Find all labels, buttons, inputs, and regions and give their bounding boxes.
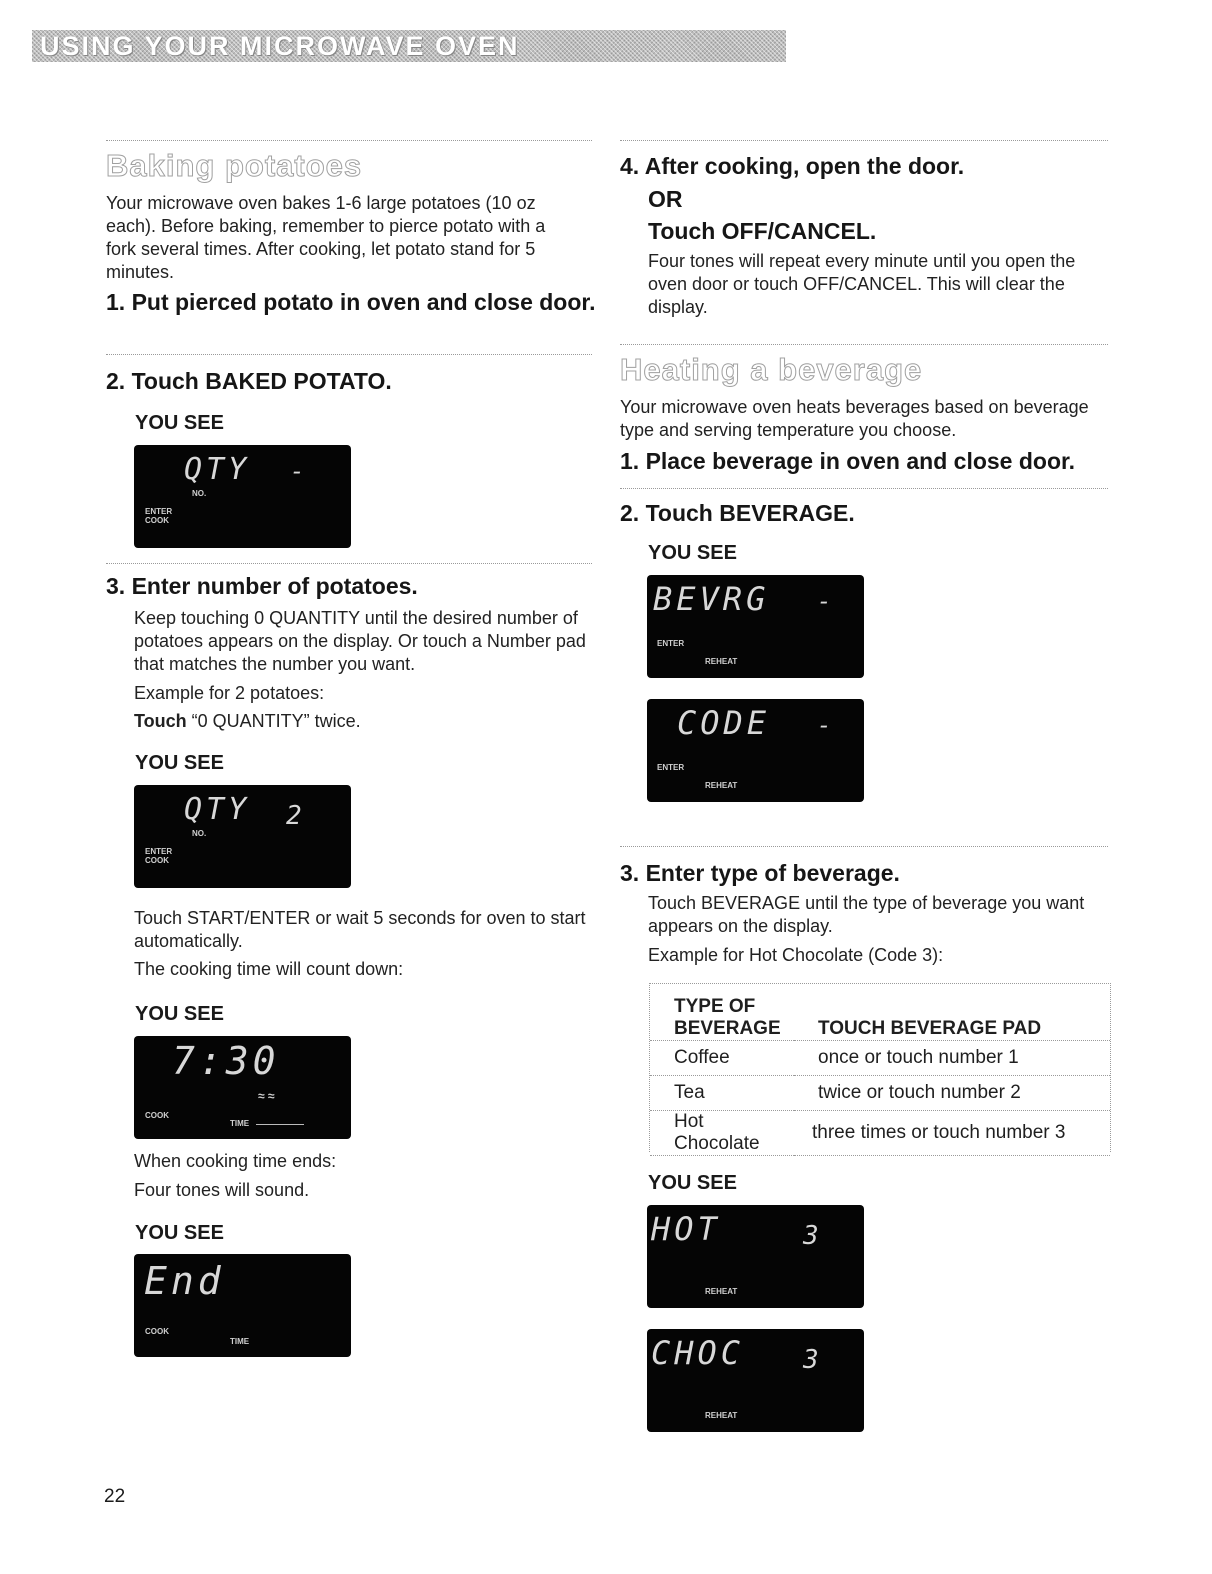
step-1-place-beverage: 1. Place beverage in oven and close door.	[620, 448, 1076, 474]
step-3-text: Keep touching 0 QUANTITY until the desired number of potatoes appears on the display. Or touch a Number pad that matches the number you want.	[134, 608, 586, 674]
divider	[106, 140, 592, 141]
example-potatoes: Example for 2 potatoes:	[134, 683, 325, 703]
time-underline	[256, 1124, 304, 1125]
beverage-table-frame	[649, 983, 1111, 1152]
cell-type: Hot Chocolate	[650, 1111, 794, 1156]
display-label-reheat: REHEAT	[705, 1411, 738, 1420]
you-see-label: YOU SEE	[135, 752, 224, 774]
divider	[620, 344, 1108, 345]
display-label-no: NO.	[192, 829, 207, 838]
cell-type: Tea	[650, 1076, 794, 1111]
you-see-label: YOU SEE	[135, 1003, 224, 1025]
cell-pad: once or touch number 1	[794, 1041, 1110, 1076]
display-text: CHOC	[651, 1334, 745, 1372]
display-label-cook: COOK	[145, 856, 169, 865]
display-label-no: NO.	[192, 489, 207, 498]
display-text: CODE	[677, 704, 771, 742]
step-2-touch-beverage: 2. Touch BEVERAGE.	[620, 500, 855, 526]
step-1-put-potato: 1. Put pierced potato in oven and close door.	[106, 289, 596, 315]
step-3-beverage-text: Touch BEVERAGE until the type of beverage you want appears on the display.	[648, 893, 1085, 936]
table-header-row	[650, 994, 1110, 1041]
display-label-cook: COOK	[145, 516, 169, 525]
step-3-enter-number: 3. Enter number of potatoes.	[106, 573, 418, 599]
display-dash: -	[290, 457, 309, 485]
section-title-beverage: Heating a beverage	[620, 352, 923, 387]
touch-rest: “0 QUANTITY” twice.	[191, 711, 361, 731]
you-see-label: YOU SEE	[648, 542, 737, 564]
divider	[620, 846, 1108, 847]
display-text: QTY	[184, 792, 251, 827]
col-header-pad: TOUCH BEVERAGE PAD	[818, 1018, 1042, 1039]
touch-quantity-instruction	[134, 710, 361, 733]
step-4-or: OR	[648, 186, 683, 212]
you-see-label: YOU SEE	[648, 1172, 737, 1194]
display-text: 7:30	[172, 1039, 280, 1083]
table-row	[650, 1111, 1110, 1156]
divider	[620, 140, 1108, 141]
step-3-enter-type: 3. Enter type of beverage.	[620, 860, 900, 886]
cell-type: Coffee	[650, 1041, 794, 1076]
display-choc	[647, 1329, 864, 1432]
you-see-label: YOU SEE	[135, 412, 224, 434]
col-header-type-line2: BEVERAGE	[674, 1018, 781, 1039]
display-text: BEVRG	[653, 580, 770, 618]
table-row	[650, 1041, 1110, 1076]
display-waves: ≈ ≈	[258, 1089, 275, 1103]
divider	[106, 354, 592, 355]
display-text: End	[144, 1259, 225, 1303]
display-label-time: TIME	[230, 1337, 250, 1346]
step-4-text: Four tones will repeat every minute until you open the oven door or touch OFF/CANCEL. This will clear the display.	[648, 251, 1076, 317]
header-title: USING YOUR MICROWAVE OVEN	[40, 31, 520, 61]
display-label-time: TIME	[230, 1119, 250, 1128]
beverage-intro: Your microwave oven heats beverages based on beverage type and serving temperature you choose.	[620, 397, 1089, 440]
display-label-reheat: REHEAT	[705, 657, 738, 666]
display-number: 2	[286, 801, 306, 831]
display-number: 3	[803, 1345, 823, 1375]
display-dash: -	[817, 587, 836, 615]
display-label-enter: ENTER	[657, 763, 685, 772]
col-header-type-line1: TYPE OF	[674, 996, 756, 1017]
divider	[620, 488, 1108, 489]
display-label-cook: COOK	[145, 1327, 169, 1336]
display-qty-2	[134, 785, 351, 888]
display-label-enter: ENTER	[145, 847, 173, 856]
step-4-open-door: 4. After cooking, open the door.	[620, 153, 965, 179]
countdown-text: The cooking time will count down:	[134, 959, 404, 979]
display-code	[647, 699, 864, 802]
display-hot	[647, 1205, 864, 1308]
display-time	[134, 1036, 351, 1139]
cell-pad: twice or touch number 2	[794, 1076, 1110, 1111]
ends-text: When cooking time ends:	[134, 1151, 337, 1171]
cell-pad: three times or touch number 3	[794, 1111, 1110, 1156]
display-label-reheat: REHEAT	[705, 781, 738, 790]
display-number: 3	[803, 1221, 823, 1251]
display-label-enter: ENTER	[145, 507, 173, 516]
display-qty-blank	[134, 445, 351, 548]
touch-bold: Touch	[134, 711, 187, 731]
display-label-enter: ENTER	[657, 639, 685, 648]
display-text: HOT	[651, 1210, 721, 1248]
page-number: 22	[104, 1486, 126, 1507]
step-4-off-cancel: Touch OFF/CANCEL.	[648, 218, 877, 244]
display-dash: -	[817, 711, 836, 739]
example-hot-chocolate: Example for Hot Chocolate (Code 3):	[648, 945, 944, 965]
divider	[106, 563, 592, 564]
section-title-baking: Baking potatoes	[106, 148, 363, 183]
table-row	[650, 1076, 1110, 1111]
baking-intro: Your microwave oven bakes 1-6 large potatoes (10 oz each). Before baking, remember to pierce potato with a fork several times. After cooking, let potato stand for 5 minutes.	[106, 193, 546, 282]
display-label-reheat: REHEAT	[705, 1287, 738, 1296]
you-see-label: YOU SEE	[135, 1222, 224, 1244]
display-end	[134, 1254, 351, 1357]
start-text: Touch START/ENTER or wait 5 seconds for oven to start automatically.	[134, 908, 586, 951]
beverage-table	[650, 994, 1110, 1156]
display-beverage	[647, 575, 864, 678]
step-2-touch-baked-potato: 2. Touch BAKED POTATO.	[106, 368, 392, 394]
display-label-cook: COOK	[145, 1111, 169, 1120]
tones-text: Four tones will sound.	[134, 1180, 310, 1200]
display-text: QTY	[184, 452, 251, 487]
